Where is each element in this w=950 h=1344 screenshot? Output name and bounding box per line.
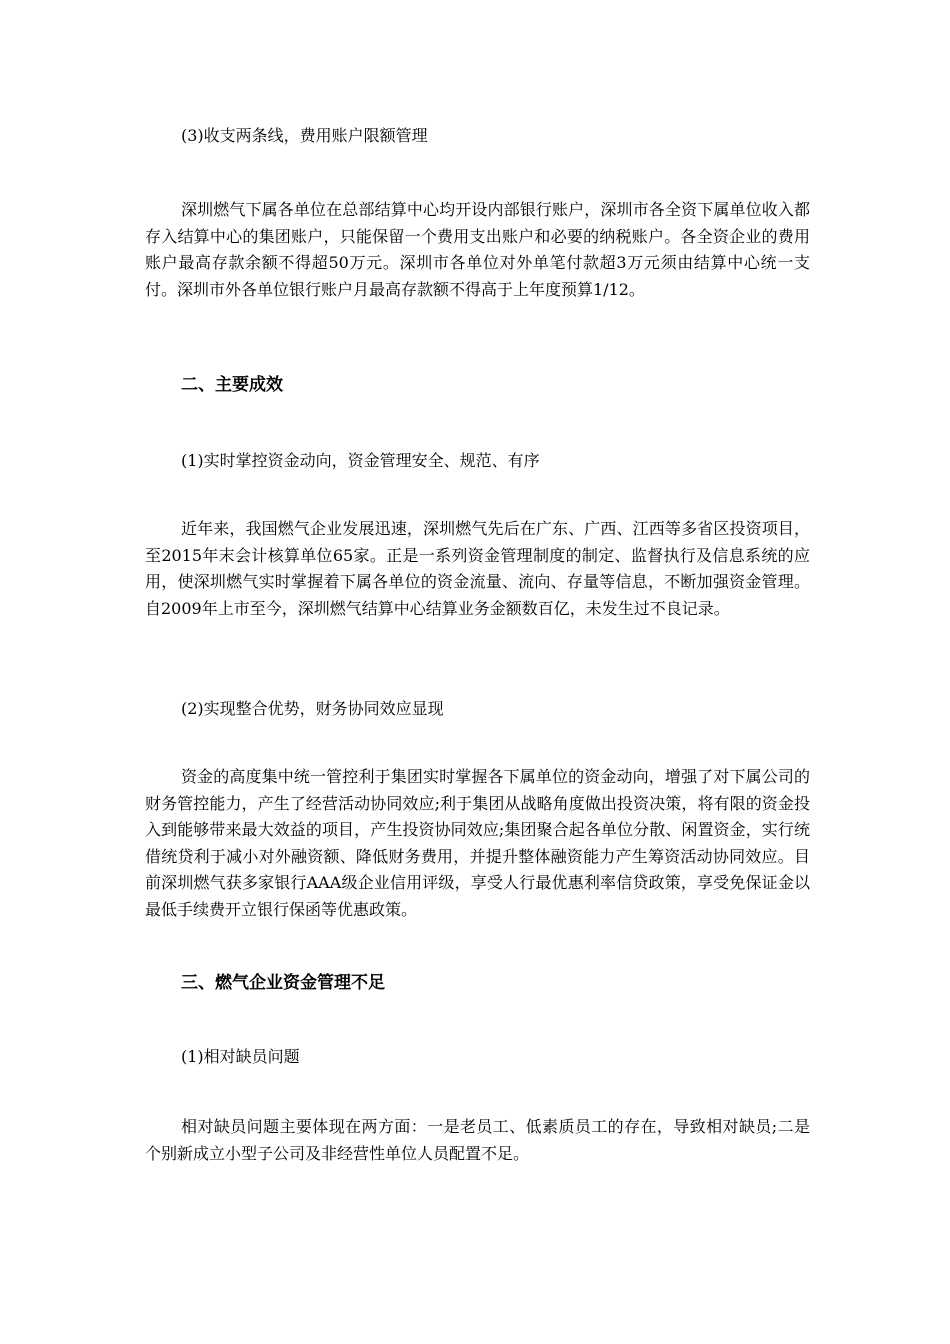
subsection-title: (1)相对缺员问题 xyxy=(181,1047,300,1066)
section-heading: 二、主要成效 xyxy=(181,375,283,395)
subsection-title: (1)实时掌控资金动向，资金管理安全、规范、有序 xyxy=(181,451,540,470)
body-paragraph: 近年来，我国燃气企业发展迅速，深圳燃气先后在广东、广西、江西等多省区投资项目，至2015年末会计核算单位65家。正是一系列资金管理制度的制定、监督执行及信息系统的应用，使深圳燃气实时掌握着下属各单位的资金流量、流向、存量等信息，不断加强资金管理。自2009年上市至今，深圳燃气结算中心结算业务金额数百亿，未发生过不良记录。 xyxy=(145,519,810,618)
subsection-title: (2)实现整合优势，财务协同效应显现 xyxy=(181,699,444,718)
subsection-title: (3)收支两条线，费用账户限额管理 xyxy=(181,126,428,145)
body-paragraph: 深圳燃气下属各单位在总部结算中心均开设内部银行账户，深圳市各全资下属单位收入都存入结算中心的集团账户，只能保留一个费用支出账户和必要的纳税账户。各全资企业的费用账户最高存款余额不得超50万元。深圳市各单位对外单笔付款超3万元须由结算中心统一支付。深圳市外各单位银行账户月最高存款额不得高于上年度预算1/12。 xyxy=(145,200,810,299)
body-paragraph: 相对缺员问题主要体现在两方面：一是老员工、低素质员工的存在，导致相对缺员;二是个别新成立小型子公司及非经营性单位人员配置不足。 xyxy=(145,1117,810,1163)
section-heading: 三、燃气企业资金管理不足 xyxy=(181,973,385,993)
body-paragraph: 资金的高度集中统一管控利于集团实时掌握各下属单位的资金动向，增强了对下属公司的财务管控能力，产生了经营活动协同效应;利于集团从战略角度做出投资决策，将有限的资金投入到能够带来最大效益的项目，产生投资协同效应;集团聚合起各单位分散、闲置资金，实行统借统贷利于减小对外融资额、降低财务费用，并提升整体融资能力产生筹资活动协同效应。目前深圳燃气获多家银行AAA级企业信用评级，享受人行最优惠利率信贷政策，享受免保证金以最低手续费开立银行保函等优惠政策。 xyxy=(145,767,810,919)
